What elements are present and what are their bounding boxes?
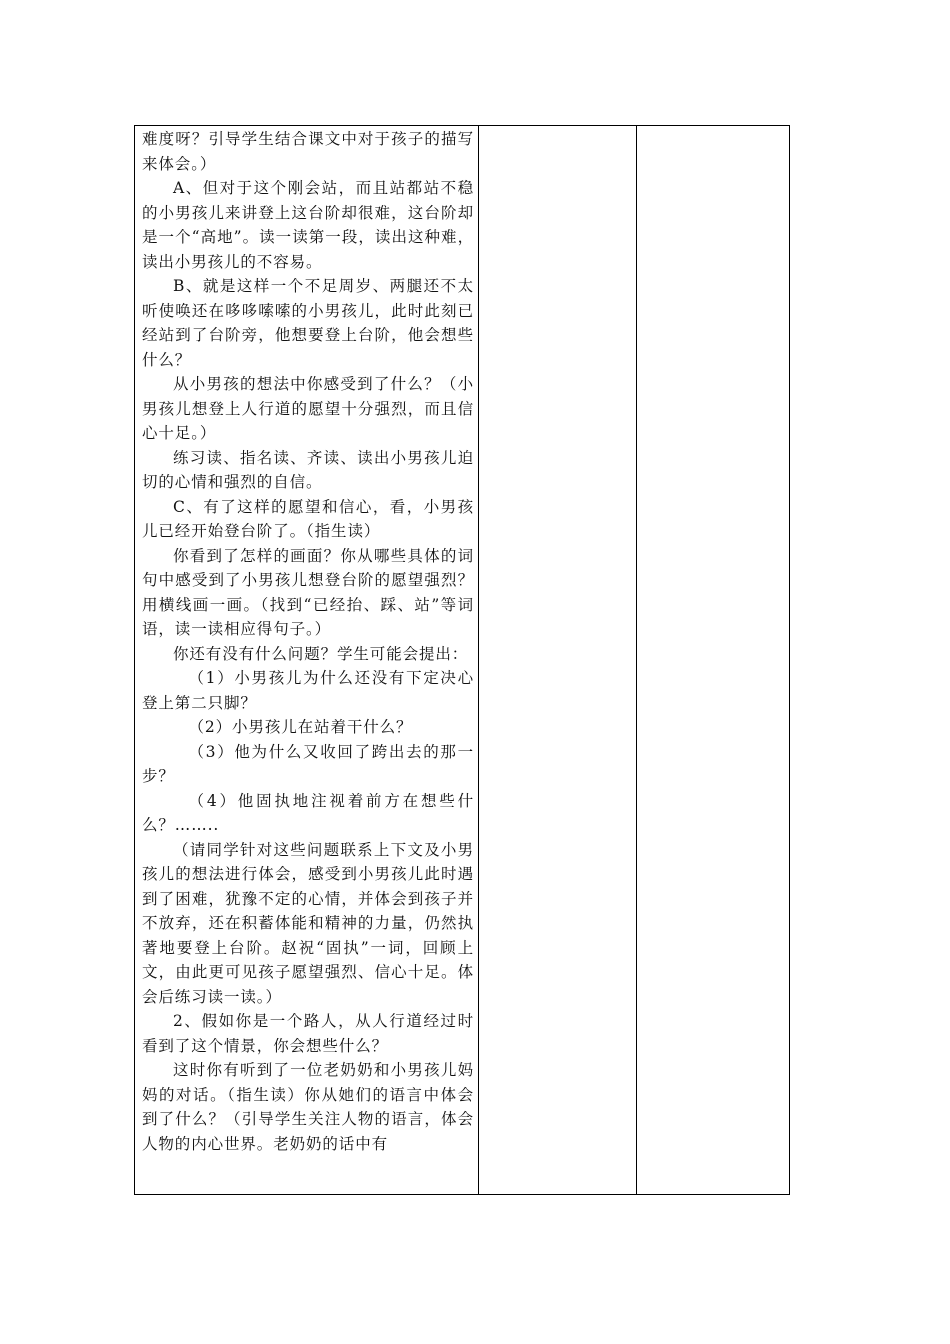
notes-cell	[637, 126, 789, 1194]
paragraph: 你看到了怎样的画面？你从哪些具体的词句中感受到了小男孩儿想登台阶的愿望强烈？用横线画一画。（找到“已经抬、踩、站”等词语，读一读相应得句子。）	[142, 546, 474, 638]
paragraph: A、但对于这个刚会站，而且站都站不稳的小男孩儿来讲登上这台阶却很难，这台阶却是一个“高地”。读一读第一段，读出这种难，读出小男孩儿的不容易。	[142, 179, 474, 271]
paragraph: 2、假如你是一个路人，从人行道经过时看到了这个情景，你会想些什么？	[142, 1012, 474, 1055]
paragraph: 难度呀？引导学生结合课文中对于孩子的描写来体会。）	[142, 130, 474, 173]
student-activity-cell	[479, 126, 637, 1194]
question-item: （4）他固执地注视着前方在想些什么？……..	[142, 791, 474, 834]
paragraph: （请同学针对这些问题联系上下文及小男孩儿的想法进行体会，感受到小男孩儿此时遇到了困难，犹豫不定的心情，并体会到孩子并不放弃，还在积蓄体能和精神的力量，仍然执著地要登上台阶。赵祝“固执”一词，回顾上文，由此更可见孩子愿望强烈、信心十足。体会后练习读一读。）	[142, 840, 474, 1006]
teaching-process-cell	[135, 126, 479, 1194]
paragraph: C、有了这样的愿望和信心，看，小男孩儿已经开始登台阶了。（指生读）	[142, 497, 474, 540]
paragraph: 练习读、指名读、齐读、读出小男孩儿迫切的心情和强烈的自信。	[142, 448, 474, 491]
paragraph: B、就是这样一个不足周岁、两腿还不太听使唤还在哆哆嗦嗦的小男孩儿，此时此刻已经站到了台阶旁，他想要登上台阶，他会想些什么？	[142, 277, 474, 369]
question-item: （1）小男孩儿为什么还没有下定决心登上第二只脚？	[142, 669, 474, 712]
question-item: （3）他为什么又收回了跨出去的那一步？	[142, 742, 474, 785]
paragraph: 从小男孩的想法中你感受到了什么？（小男孩儿想登上人行道的愿望十分强烈，而且信心十足。）	[142, 375, 474, 442]
question-item: （2）小男孩儿在站着干什么？	[188, 718, 413, 736]
paragraph: 这时你有听到了一位老奶奶和小男孩儿妈妈的对话。（指生读）你从她们的语言中体会到了什么？（引导学生关注人物的语言，体会人物的内心世界。老奶奶的话中有	[142, 1061, 474, 1153]
paragraph: 你还有没有什么问题？学生可能会提出：	[173, 644, 469, 663]
lesson-table	[134, 125, 790, 1195]
